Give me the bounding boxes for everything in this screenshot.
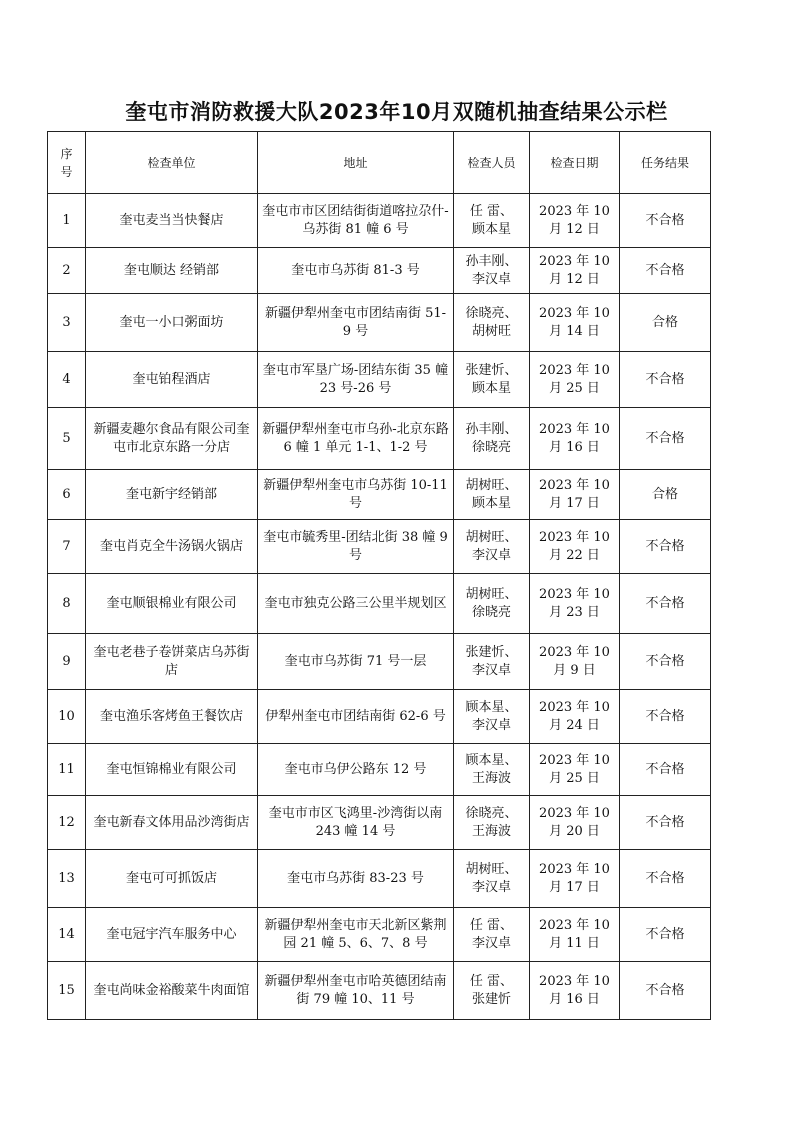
cell-inspectors: 胡树旺、 徐晓亮 [454,574,530,634]
cell-no: 4 [48,352,86,408]
cell-address: 新疆伊犁州奎屯市哈英德团结南街 79 幢 10、11 号 [258,962,454,1020]
cell-result: 不合格 [620,962,711,1020]
cell-result: 合格 [620,470,711,520]
cell-unit: 奎屯恒锦棉业有限公司 [86,744,258,796]
table-row [48,962,711,1020]
cell-result: 不合格 [620,248,711,294]
cell-no: 11 [48,744,86,796]
cell-result: 不合格 [620,744,711,796]
cell-date: 2023 年 10 月 11 日 [530,908,620,962]
cell-inspectors: 胡树旺、 顾本星 [454,470,530,520]
cell-inspectors: 孙丰刚、 李汉卓 [454,248,530,294]
table-row [48,634,711,690]
cell-unit: 奎屯可可抓饭店 [86,850,258,908]
cell-unit: 奎屯铂程酒店 [86,352,258,408]
cell-address: 奎屯市军垦广场-团结东街 35 幢 23 号-26 号 [258,352,454,408]
cell-inspectors: 任 雷、 张建忻 [454,962,530,1020]
header-row [48,132,711,194]
cell-unit: 奎屯肖克全牛汤锅火锅店 [86,520,258,574]
page-title: 奎屯市消防救援大队2023年10月双随机抽查结果公示栏 [125,100,668,124]
cell-date: 2023 年 10 月 16 日 [530,408,620,470]
cell-result: 不合格 [620,634,711,690]
cell-date: 2023 年 10 月 17 日 [530,850,620,908]
table-row [48,470,711,520]
cell-address: 奎屯市市区团结街街道喀拉尕什-乌苏街 81 幢 6 号 [258,194,454,248]
cell-result: 不合格 [620,520,711,574]
cell-unit: 奎屯尚味金裕酸菜牛肉面馆 [86,962,258,1020]
cell-unit: 奎屯冠宇汽车服务中心 [86,908,258,962]
cell-address: 奎屯市乌苏街 71 号一层 [258,634,454,690]
cell-date: 2023 年 10 月 14 日 [530,294,620,352]
cell-inspectors: 顾本星、 李汉卓 [454,690,530,744]
cell-inspectors: 孙丰刚、 徐晓亮 [454,408,530,470]
cell-address: 新疆伊犁州奎屯市乌孙-北京东路 6 幢 1 单元 1-1、1-2 号 [258,408,454,470]
cell-unit: 奎屯一小口粥面坊 [86,294,258,352]
cell-date: 2023 年 10 月 20 日 [530,796,620,850]
cell-unit: 奎屯新春文体用品沙湾街店 [86,796,258,850]
cell-inspectors: 张建忻、 李汉卓 [454,634,530,690]
cell-date: 2023 年 10 月 24 日 [530,690,620,744]
cell-date: 2023 年 10 月 23 日 [530,574,620,634]
table-row [48,294,711,352]
cell-address: 奎屯市市区飞鸿里-沙湾街以南 243 幢 14 号 [258,796,454,850]
cell-address: 新疆伊犁州奎屯市天北新区紫荆园 21 幢 5、6、7、8 号 [258,908,454,962]
cell-result: 不合格 [620,908,711,962]
cell-unit: 奎屯渔乐客烤鱼王餐饮店 [86,690,258,744]
cell-date: 2023 年 10 月 22 日 [530,520,620,574]
header-unit: 检查单位 [86,132,258,194]
cell-no: 3 [48,294,86,352]
cell-address: 新疆伊犁州奎屯市乌苏街 10-11 号 [258,470,454,520]
cell-unit: 奎屯顺银棉业有限公司 [86,574,258,634]
cell-result: 不合格 [620,194,711,248]
header-inspectors: 检查人员 [454,132,530,194]
table-row [48,520,711,574]
cell-unit: 奎屯新宇经销部 [86,470,258,520]
cell-date: 2023 年 10 月 17 日 [530,470,620,520]
cell-no: 12 [48,796,86,850]
cell-date: 2023 年 10 月 25 日 [530,744,620,796]
cell-date: 2023 年 10 月 25 日 [530,352,620,408]
header-address: 地址 [258,132,454,194]
cell-no: 1 [48,194,86,248]
cell-address: 奎屯市乌苏街 81-3 号 [258,248,454,294]
table-row [48,352,711,408]
cell-address: 奎屯市毓秀里-团结北街 38 幢 9 号 [258,520,454,574]
cell-date: 2023 年 10 月 12 日 [530,194,620,248]
cell-no: 15 [48,962,86,1020]
cell-result: 不合格 [620,850,711,908]
table-row [48,690,711,744]
table-row [48,574,711,634]
cell-result: 不合格 [620,352,711,408]
cell-no: 2 [48,248,86,294]
cell-address: 新疆伊犁州奎屯市团结南街 51-9 号 [258,294,454,352]
cell-date: 2023 年 10 月 16 日 [530,962,620,1020]
cell-result: 不合格 [620,690,711,744]
cell-inspectors: 徐晓亮、 王海波 [454,796,530,850]
cell-address: 伊犁州奎屯市团结南街 62-6 号 [258,690,454,744]
cell-no: 5 [48,408,86,470]
table-row [48,248,711,294]
cell-unit: 奎屯老巷子卷饼菜店乌苏街店 [86,634,258,690]
cell-inspectors: 张建忻、 顾本星 [454,352,530,408]
cell-inspectors: 徐晓亮、 胡树旺 [454,294,530,352]
cell-inspectors: 胡树旺、 李汉卓 [454,850,530,908]
table-row [48,796,711,850]
cell-unit: 奎屯顺达 经销部 [86,248,258,294]
cell-address: 奎屯市独克公路三公里半规划区 [258,574,454,634]
table-row [48,850,711,908]
cell-result: 合格 [620,294,711,352]
table-row [48,908,711,962]
header-date: 检查日期 [530,132,620,194]
cell-inspectors: 顾本星、 王海波 [454,744,530,796]
cell-no: 6 [48,470,86,520]
cell-no: 10 [48,690,86,744]
cell-no: 13 [48,850,86,908]
table-row [48,744,711,796]
cell-inspectors: 任 雷、 顾本星 [454,194,530,248]
cell-result: 不合格 [620,796,711,850]
cell-inspectors: 胡树旺、 李汉卓 [454,520,530,574]
header-no: 序 号 [48,132,86,194]
cell-no: 8 [48,574,86,634]
cell-no: 14 [48,908,86,962]
header-result: 任务结果 [620,132,711,194]
cell-date: 2023 年 10 月 9 日 [530,634,620,690]
cell-address: 奎屯市乌伊公路东 12 号 [258,744,454,796]
cell-no: 9 [48,634,86,690]
cell-unit: 奎屯麦当当快餐店 [86,194,258,248]
cell-date: 2023 年 10 月 12 日 [530,248,620,294]
cell-no: 7 [48,520,86,574]
cell-result: 不合格 [620,574,711,634]
results-table [47,131,711,1020]
table-row [48,194,711,248]
cell-address: 奎屯市乌苏街 83-23 号 [258,850,454,908]
cell-result: 不合格 [620,408,711,470]
table-row [48,408,711,470]
cell-inspectors: 任 雷、 李汉卓 [454,908,530,962]
cell-unit: 新疆麦趣尔食品有限公司奎屯市北京东路一分店 [86,408,258,470]
